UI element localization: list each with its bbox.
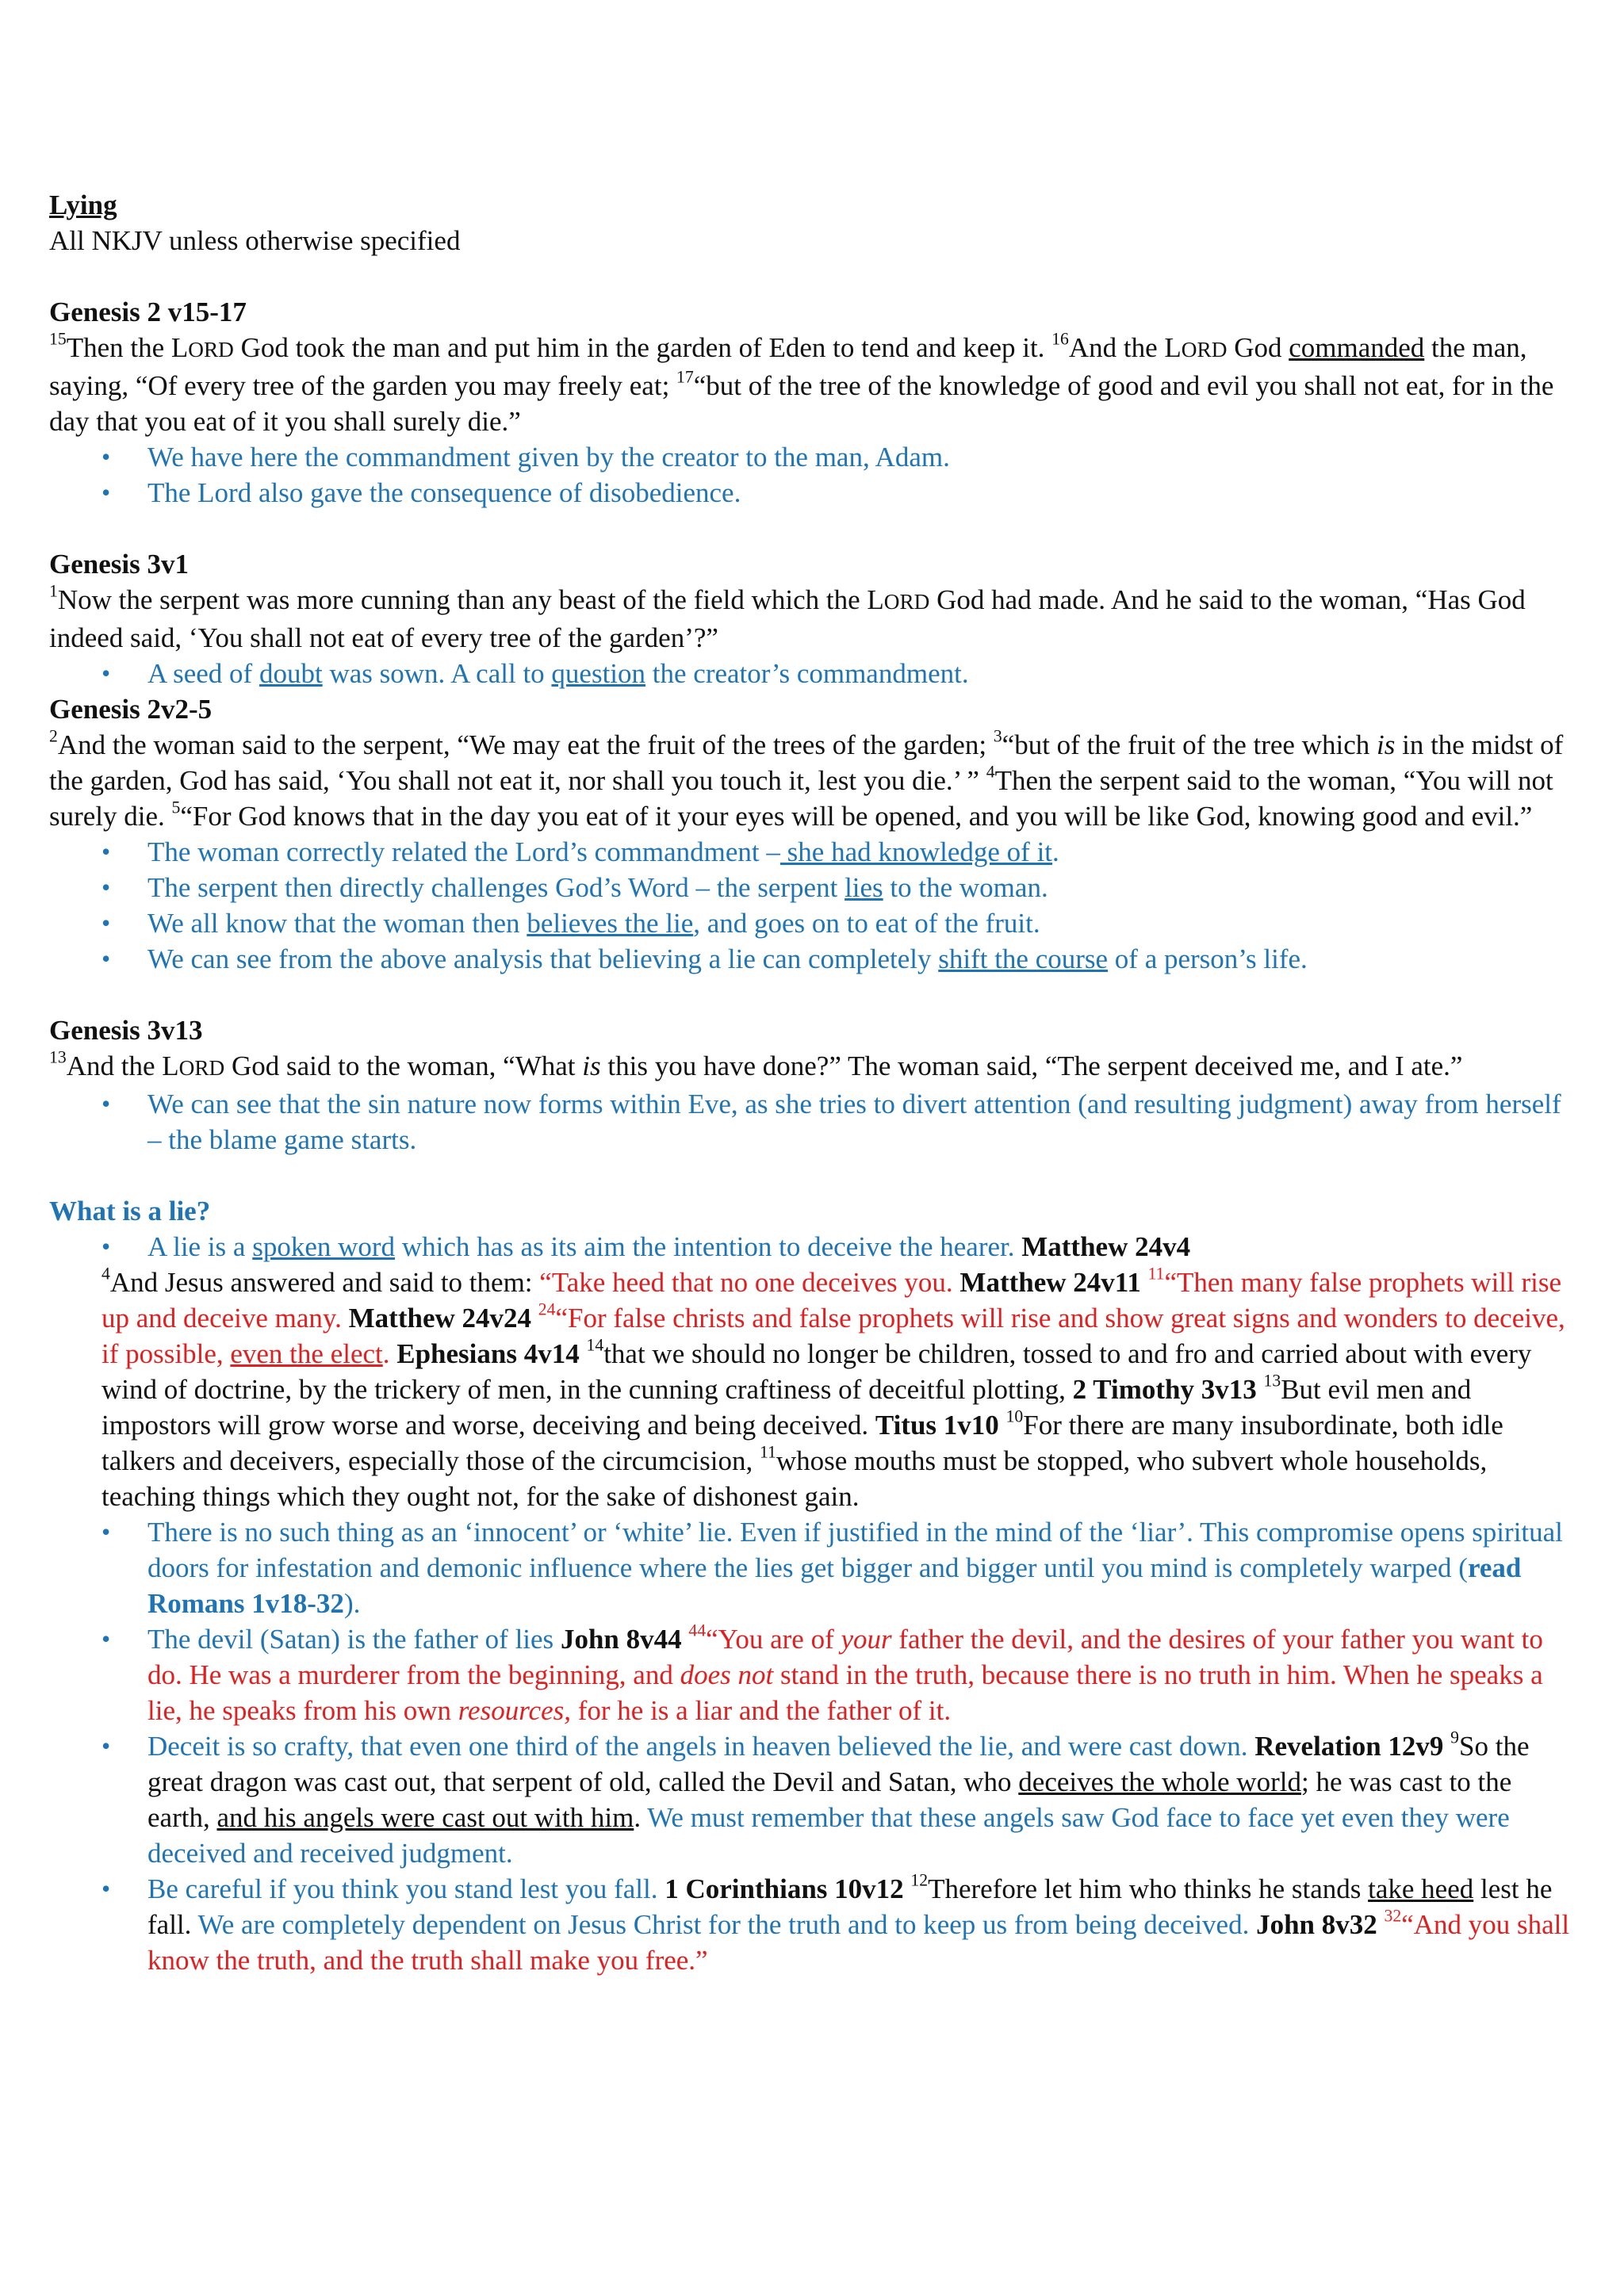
commentary-list bbox=[49, 1086, 1580, 1158]
scripture-reference: Ephesians 4v14 bbox=[396, 1338, 580, 1369]
scripture-reference: Revelation 12v9 bbox=[1254, 1731, 1444, 1762]
spacer bbox=[49, 511, 1580, 546]
document-page bbox=[49, 187, 1580, 1978]
section-heading-genesis-3-13: Genesis 3v13 bbox=[49, 1015, 203, 1046]
scripture-reference: John 8v32 bbox=[1256, 1909, 1377, 1940]
spacer bbox=[49, 1158, 1580, 1193]
section-heading-what-is-a-lie: What is a lie? bbox=[49, 1196, 211, 1226]
commentary-item: • We have here the commandment given by the creator to the man, Adam. bbox=[147, 439, 1580, 475]
scripture-reference: read Romans 1v18-32 bbox=[147, 1552, 1522, 1619]
verse-number: 3 bbox=[993, 726, 1002, 746]
verse-number: 13 bbox=[49, 1047, 67, 1067]
commentary-item: • We can see that the sin nature now forms within Eve, as she tries to divert attention (and resulting judgment) away from herself – the blame game starts. bbox=[147, 1086, 1580, 1158]
scripture-reference: Matthew 24v24 bbox=[348, 1303, 532, 1334]
commentary-item: • Be careful if you think you stand lest you fall. 1 Corinthians 10v12 $^{12}$Therefore let him who thinks he stands take heed lest he fall. We are completely dependent on Jesus Christ for the truth and to keep us from being deceived. John 8v32 $^{32}$“And you shall know the truth, and the truth shall make you free.” bbox=[147, 1871, 1580, 1978]
commentary-list bbox=[49, 1229, 1580, 1265]
verse-number: 17 bbox=[676, 367, 694, 387]
verse-number: 4 bbox=[102, 1264, 110, 1284]
commentary-item: • We can see from the above analysis that believing a lie can completely shift the course of a person’s life. bbox=[147, 941, 1580, 977]
commentary-list bbox=[49, 439, 1580, 511]
commentary-item: • The woman correctly related the Lord’s commandment – she had knowledge of it. bbox=[147, 834, 1580, 870]
verse-number: 11 bbox=[1147, 1264, 1165, 1284]
commentary-item: • There is no such thing as an ‘innocent’ or ‘white’ lie. Even if justified in the mind of the ‘liar’. This compromise opens spiritual doors for infestation and demonic influence where the lies get bigger and bigger until you mind is completely warped (read Romans 1v18-32). bbox=[147, 1514, 1580, 1621]
verse-number: 16 bbox=[1051, 329, 1069, 349]
commentary-item: • The Lord also gave the consequence of disobedience. bbox=[147, 475, 1580, 511]
scripture-genesis-2-15: $^{15}$Then the LORD God took the man and put him in the garden of Eden to tend and keep it. $^{16}$And the LORD God commanded the man, saying, “Of every tree of the garden you may freely eat; $^{17}$“but of the tree of the knowledge of good and evil you shall not eat, for in the day that you eat of it you shall surely die.” bbox=[49, 329, 1554, 437]
verse-number: 4 bbox=[986, 762, 995, 782]
scripture-reference: 2 Timothy 3v13 bbox=[1072, 1374, 1257, 1405]
commentary-item: • The serpent then directly challenges God’s Word – the serpent lies to the woman. bbox=[147, 870, 1580, 905]
verse-number: 24 bbox=[538, 1299, 556, 1319]
verse-number: 1 bbox=[49, 581, 58, 601]
verse-number: 15 bbox=[49, 329, 67, 349]
verse-number: 12 bbox=[910, 1870, 929, 1890]
scripture-reference: 1 Corinthians 10v12 bbox=[665, 1873, 904, 1904]
section-heading-genesis-2-2: Genesis 2v2-5 bbox=[49, 694, 213, 725]
document-subtitle: All NKJV unless otherwise specified bbox=[49, 225, 461, 256]
scripture-genesis-2-2: $^2$And the woman said to the serpent, “We may eat the fruit of the trees of the garden; $^3$“but of the fruit of the tree which is in the midst of the garden, God has said, ‘You shall not eat it, nor shall you touch it, lest you die.’ ” $^4$Then the serpent said to the woman, “You will not surely die. $^5$“For God knows that in the day you eat of it your eyes will be opened, and you will be like God, knowing good and evil.” bbox=[49, 726, 1564, 832]
commentary-item: • Deceit is so crafty, that even one third of the angels in heaven believed the lie, and were cast down. Revelation 12v9 $^9$So the great dragon was cast out, that serpent of old, called the Devil and Satan, who deceives the whole world; he was cast to the earth, and his angels were cast out with him. We must remember that these angels saw God face to face yet even they were deceived and received judgment. bbox=[147, 1728, 1580, 1871]
commentary-item: • The devil (Satan) is the father of lies John 8v44 $^{44}$“You are of your father the devil, and the desires of your father you want to do. He was a murderer from the beginning, and does not stand in the truth, because there is no truth in him. When he speaks a lie, he speaks from his own resources, for he is a liar and the father of it. bbox=[147, 1621, 1580, 1728]
document-title: Lying bbox=[49, 189, 117, 220]
verse-number: 10 bbox=[1005, 1406, 1024, 1426]
commentary-list bbox=[49, 834, 1580, 977]
verse-number: 44 bbox=[688, 1621, 707, 1640]
spacer bbox=[49, 977, 1580, 1012]
spacer bbox=[49, 258, 1580, 294]
scripture-reference: Titus 1v10 bbox=[875, 1410, 999, 1441]
scripture-reference: John 8v44 bbox=[560, 1624, 682, 1655]
section-heading-genesis-2-15: Genesis 2 v15-17 bbox=[49, 297, 247, 327]
verse-number: 13 bbox=[1263, 1371, 1281, 1391]
commentary-list bbox=[49, 656, 1580, 691]
verse-number: 32 bbox=[1384, 1906, 1402, 1926]
commentary-item: • A lie is a spoken word which has as its aim the intention to deceive the hearer. Matthew 24v4 bbox=[147, 1229, 1580, 1265]
commentary-list bbox=[49, 1514, 1580, 1978]
section-heading-genesis-3-1: Genesis 3v1 bbox=[49, 549, 189, 580]
commentary-item: • A seed of doubt was sown. A call to question the creator’s commandment. bbox=[147, 656, 1580, 691]
scripture-block-deception: $^4$And Jesus answered and said to them: “Take heed that no one deceives you. Matthew 24v11 $^{11}$“Then many false prophets will rise up and deceive many. Matthew 24v24 $^{24}$“For false christs and false prophets will rise and show great signs and wonders to deceive, if possible, even the elect. Ephesians 4v14 $^{14}$that we should no longer be children, tossed to and fro and carried about with every wind of doctrine, by the trickery of men, in the cunning craftiness of deceitful plotting, 2 Timothy 3v13 $^{13}$But evil men and impostors will grow worse and worse, deceiving and being deceived. Titus 1v10 $^{10}$For there are many insubordinate, both idle talkers and deceivers, especially those of the circumcision, $^{11}$whose mouths must be stopped, who subvert whole households, teaching things which they ought not, for the sake of dishonest gain. bbox=[102, 1264, 1565, 1512]
scripture-genesis-3-13: $^{13}$And the LORD God said to the woman, “What is this you have done?” The woman said, “The serpent deceived me, and I ate.” bbox=[49, 1047, 1463, 1081]
verse-number: 14 bbox=[586, 1335, 604, 1355]
scripture-reference: Matthew 24v4 bbox=[1021, 1231, 1191, 1262]
verse-number: 11 bbox=[759, 1442, 776, 1462]
commentary-item: • We all know that the woman then believes the lie, and goes on to eat of the fruit. bbox=[147, 905, 1580, 941]
verse-number: 9 bbox=[1450, 1728, 1460, 1747]
scripture-genesis-3-1: $^1$Now the serpent was more cunning than any beast of the field which the LORD God had made. And he said to the woman, “Has God indeed said, ‘You shall not eat of every tree of the garden’?” bbox=[49, 581, 1526, 653]
verse-number: 5 bbox=[171, 798, 181, 817]
verse-number: 2 bbox=[49, 726, 58, 746]
scripture-reference: Matthew 24v11 bbox=[959, 1267, 1141, 1298]
